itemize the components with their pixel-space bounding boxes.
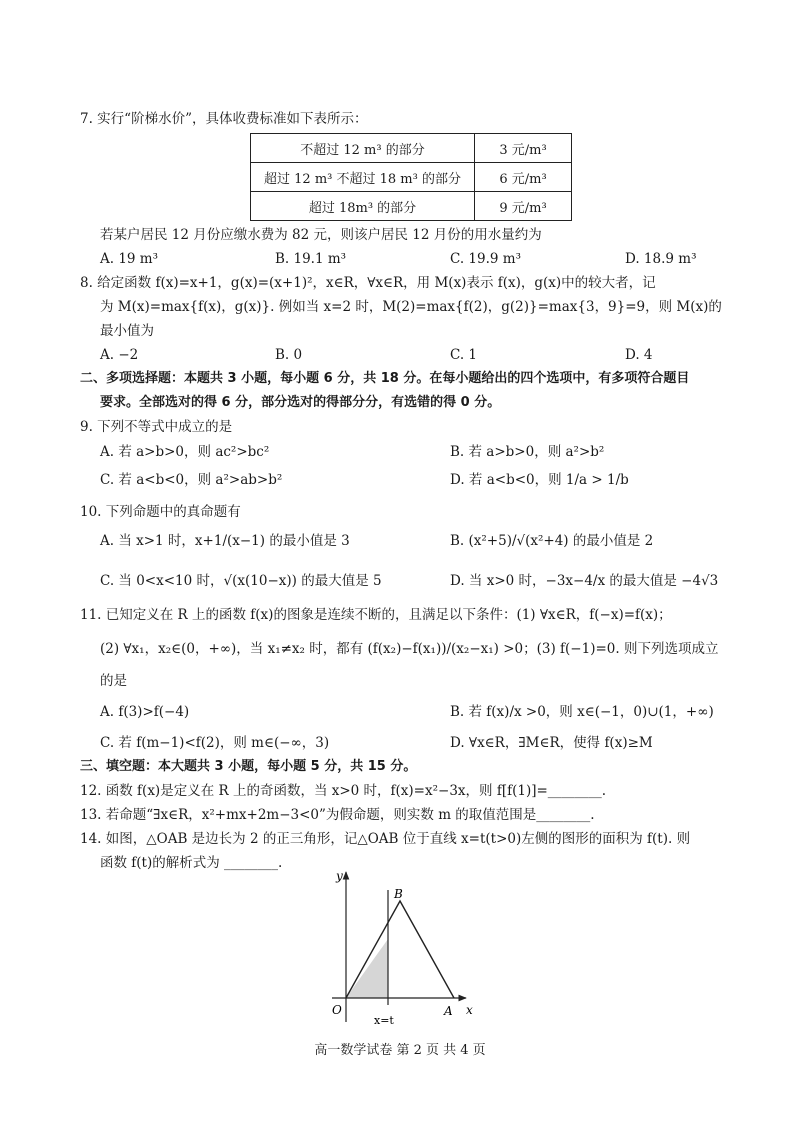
x-axis-label: x [466, 1003, 473, 1017]
q12: 12. 函数 f(x)是定义在 R 上的奇函数，当 x>0 时，f(x)=x²−3x，则 f[f(1)]=________. [80, 783, 607, 799]
q11-option-d: D. ∀x∈R，∃M∈R，使得 f(x)≥M [450, 735, 653, 751]
q7-option-c: C. 19.9 m³ [450, 251, 521, 267]
q7-option-a: A. 19 m³ [100, 251, 159, 267]
water-fee-table [250, 133, 572, 221]
point-a-label: A [444, 1004, 453, 1018]
q11-line2: (2) ∀x₁，x₂∈(0，+∞)，当 x₁≠x₂ 时，都有 (f(x₂)−f(x₁))/(x₂−x₁) >0；(3) f(−1)=0. 则下列选项成立 [100, 641, 719, 657]
q7-stem: 7. 实行“阶梯水价”，具体收费标准如下表所示： [80, 111, 368, 127]
q8-option-c: C. 1 [450, 347, 478, 363]
q11-option-c: C. 若 f(m−1)<f(2)，则 m∈(−∞，3) [100, 735, 330, 751]
table-row [251, 134, 572, 163]
q8-option-d: D. 4 [625, 347, 653, 363]
q9-option-d: D. 若 a<b<0，则 1/a > 1/b [450, 472, 629, 488]
q8-line2: 为 M(x)=max{f(x)，g(x)}. 例如当 x=2 时，M(2)=max{f(2)，g(2)}=max{3，9}=9，则 M(x)的 [100, 299, 722, 315]
table-cell: 超过 18m³ 的部分 [251, 192, 475, 221]
section2-heading: 二、多项选择题：本题共 3 小题，每小题 6 分，共 18 分。在每小题给出的四个选项中，有多项符合题目 [80, 371, 690, 386]
table-cell: 超过 12 m³ 不超过 18 m³ 的部分 [251, 163, 475, 192]
q10-option-d: D. 当 x>0 时，−3x−4/x 的最大值是 −4√3 [450, 573, 719, 589]
q7-option-d: D. 18.9 m³ [625, 251, 697, 267]
q8-line3: 最小值为 [100, 323, 154, 339]
q8-line1: 8. 给定函数 f(x)=x+1，g(x)=(x+1)²，x∈R，∀x∈R，用 M(x)表示 f(x)，g(x)中的较大者，记 [80, 275, 656, 291]
table-row [251, 192, 572, 221]
q9-option-a: A. 若 a>b>0，则 ac²>bc² [100, 444, 270, 460]
q14-line2: 函数 f(t)的解析式为 ________. [100, 855, 283, 871]
y-axis-label: y [336, 869, 343, 883]
section3-heading: 三、填空题：本大题共 3 小题，每小题 5 分，共 15 分。 [80, 759, 417, 774]
q10-option-c: C. 当 0<x<10 时，√(x(10−x)) 的最大值是 5 [100, 573, 382, 589]
q9-option-b: B. 若 a>b>0，则 a²>b² [450, 444, 605, 460]
triangle-figure [310, 862, 480, 1032]
table-cell: 3 元/m³ [475, 134, 572, 163]
q14-line1: 14. 如图，△OAB 是边长为 2 的正三角形，记△OAB 位于直线 x=t(t>0)左侧的图形的面积为 f(t). 则 [80, 831, 691, 847]
q10-option-b: B. (x²+5)/√(x²+4) 的最小值是 2 [450, 533, 654, 549]
q11-line3: 的是 [100, 673, 127, 689]
q11-option-a: A. f(3)>f(−4) [100, 704, 190, 720]
section2-heading-cont: 要求。全部选对的得 6 分，部分选对的得部分分，有选错的得 0 分。 [100, 395, 501, 410]
q11-line1: 11. 已知定义在 R 上的函数 f(x)的图象是连续不断的，且满足以下条件：(1) ∀x∈R，f(−x)=f(x)； [80, 607, 672, 623]
table-row [251, 163, 572, 192]
q9-option-c: C. 若 a<b<0，则 a²>ab>b² [100, 472, 283, 488]
q7-option-b: B. 19.1 m³ [275, 251, 347, 267]
q11-option-b: B. 若 f(x)/x >0，则 x∈(−1，0)∪(1，+∞) [450, 704, 714, 720]
q7-text: 若某户居民 12 月份应缴水费为 82 元，则该户居民 12 月份的用水量约为 [100, 227, 542, 243]
shaded-region [346, 939, 388, 998]
point-o-label: O [332, 1003, 342, 1017]
table-cell: 不超过 12 m³ 的部分 [251, 134, 475, 163]
page-footer: 高一数学试卷 第 2 页 共 4 页 [314, 1043, 486, 1058]
q8-option-b: B. 0 [275, 347, 303, 363]
point-b-label: B [394, 887, 403, 901]
q8-option-a: A. −2 [100, 347, 139, 363]
table-cell: 9 元/m³ [475, 192, 572, 221]
table-cell: 6 元/m³ [475, 163, 572, 192]
line-label: x=t [374, 1014, 394, 1027]
q10-option-a: A. 当 x>1 时，x+1/(x−1) 的最小值是 3 [100, 533, 350, 549]
q13: 13. 若命题“∃x∈R，x²+mx+2m−3<0”为假命题，则实数 m 的取值范围是________. [80, 807, 595, 823]
q10-stem: 10. 下列命题中的真命题有 [80, 504, 241, 520]
q9-stem: 9. 下列不等式中成立的是 [80, 419, 233, 435]
